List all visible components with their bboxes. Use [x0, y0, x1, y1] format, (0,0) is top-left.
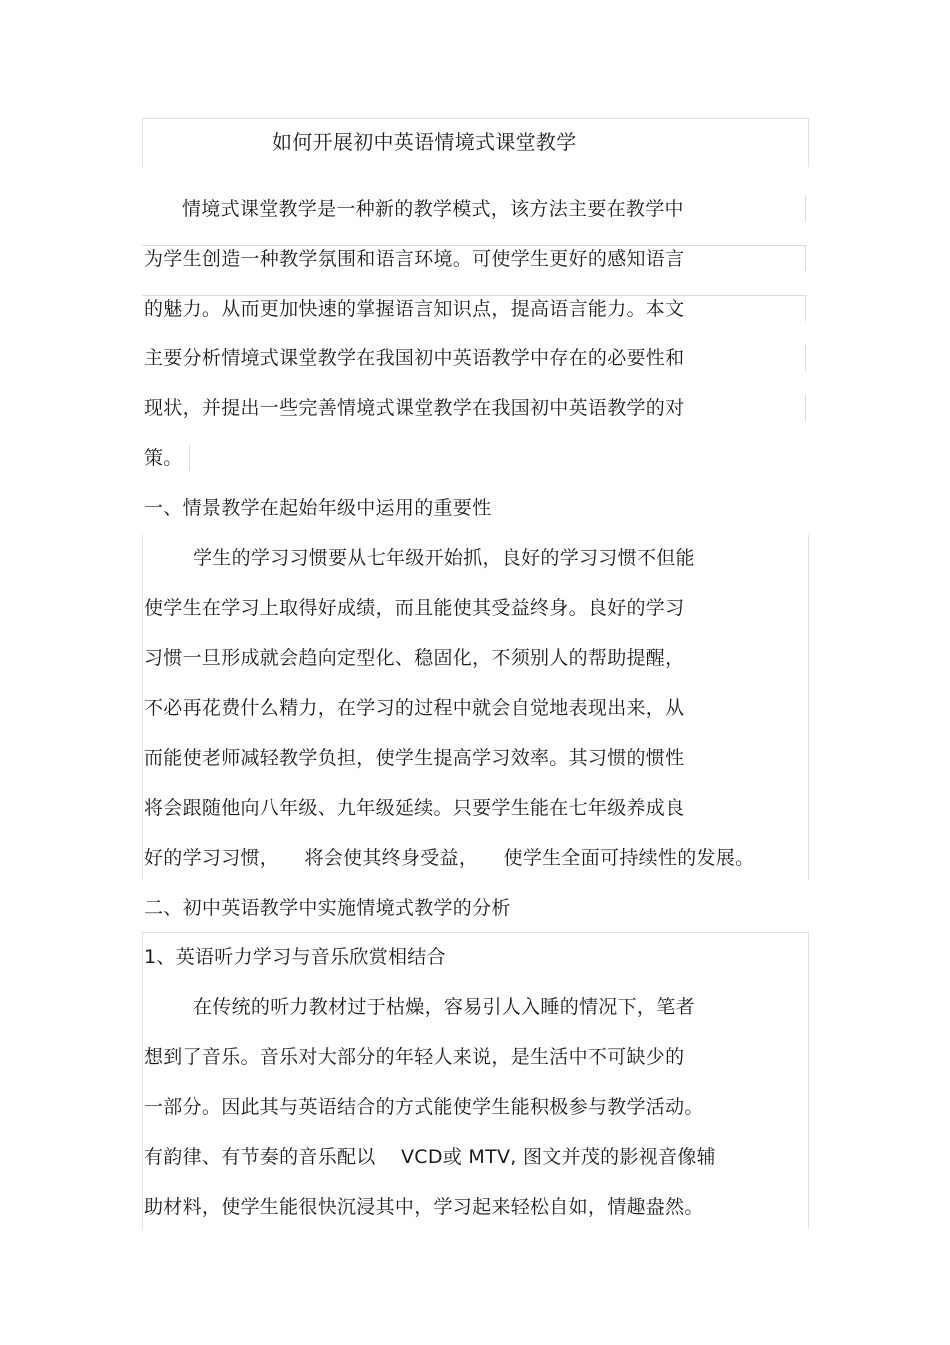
- subsection1-heading: 1、英语听力学习与音乐欣赏相结合: [144, 946, 446, 968]
- document-title: 如何开展初中英语情境式课堂教学: [272, 130, 577, 154]
- subsection1-frame: [142, 932, 809, 1229]
- section1-line: 好的学习习惯， 将会使其终身受益， 使学生全面可持续性的发展。: [144, 847, 755, 869]
- frame-line: [805, 395, 806, 421]
- frame-line: [805, 245, 806, 271]
- intro-line: 的魅力。从而更加快速的掌握语言知识点，提高语言能力。本文: [144, 298, 685, 320]
- frame-line: [142, 295, 807, 296]
- subsection1-line: 一部分。因此其与英语结合的方式能使学生能积极参与教学活动。: [144, 1096, 704, 1118]
- section1-line: 而能使老师减轻教学负担，使学生提高学习效率。其习惯的惯性: [144, 747, 685, 769]
- intro-line: 策。: [144, 447, 183, 469]
- section1-line: 将会跟随他向八年级、九年级延续。只要学生能在七年级养成良: [144, 797, 685, 819]
- section1-line: 习惯一旦形成就会趋向定型化、稳固化，不须别人的帮助提醒，: [144, 647, 685, 669]
- subsection1-line: 在传统的听力教材过于枯燥，容易引人入睡的情况下，笔者: [193, 996, 695, 1018]
- frame-line: [142, 245, 807, 246]
- intro-line: 主要分析情境式课堂教学在我国初中英语教学中存在的必要性和: [144, 347, 685, 369]
- section1-line: 使学生在学习上取得好成绩，而且能使其受益终身。良好的学习: [144, 597, 685, 619]
- intro-line: 现状，并提出一些完善情境式课堂教学在我国初中英语教学的对: [144, 397, 685, 419]
- frame-line: [805, 345, 806, 371]
- subsection1-line: 助材料，使学生能很快沉浸其中，学习起来轻松自如，情趣盎然。: [144, 1196, 704, 1218]
- frame-line: [805, 196, 806, 222]
- intro-line: 为学生创造一种教学氛围和语言环境。可使学生更好的感知语言: [144, 248, 685, 270]
- frame-line: [805, 295, 806, 321]
- section1-line: 不必再花费什么精力，在学习的过程中就会自觉地表现出来，从: [144, 697, 685, 719]
- subsection1-line: 有韵律、有节奏的音乐配以 VCD或 MTV, 图文并茂的影视音像辅: [144, 1146, 716, 1168]
- section1-line: 学生的学习习惯要从七年级开始抓，良好的学习习惯不但能: [193, 547, 695, 569]
- subsection1-line: 想到了音乐。音乐对大部分的年轻人来说，是生活中不可缺少的: [144, 1046, 685, 1068]
- frame-line: [189, 445, 190, 471]
- section1-heading: 一、情景教学在起始年级中运用的重要性: [144, 497, 492, 519]
- section2-heading: 二、初中英语教学中实施情境式教学的分析: [144, 897, 511, 919]
- intro-line: 情境式课堂教学是一种新的教学模式，该方法主要在教学中: [182, 198, 684, 220]
